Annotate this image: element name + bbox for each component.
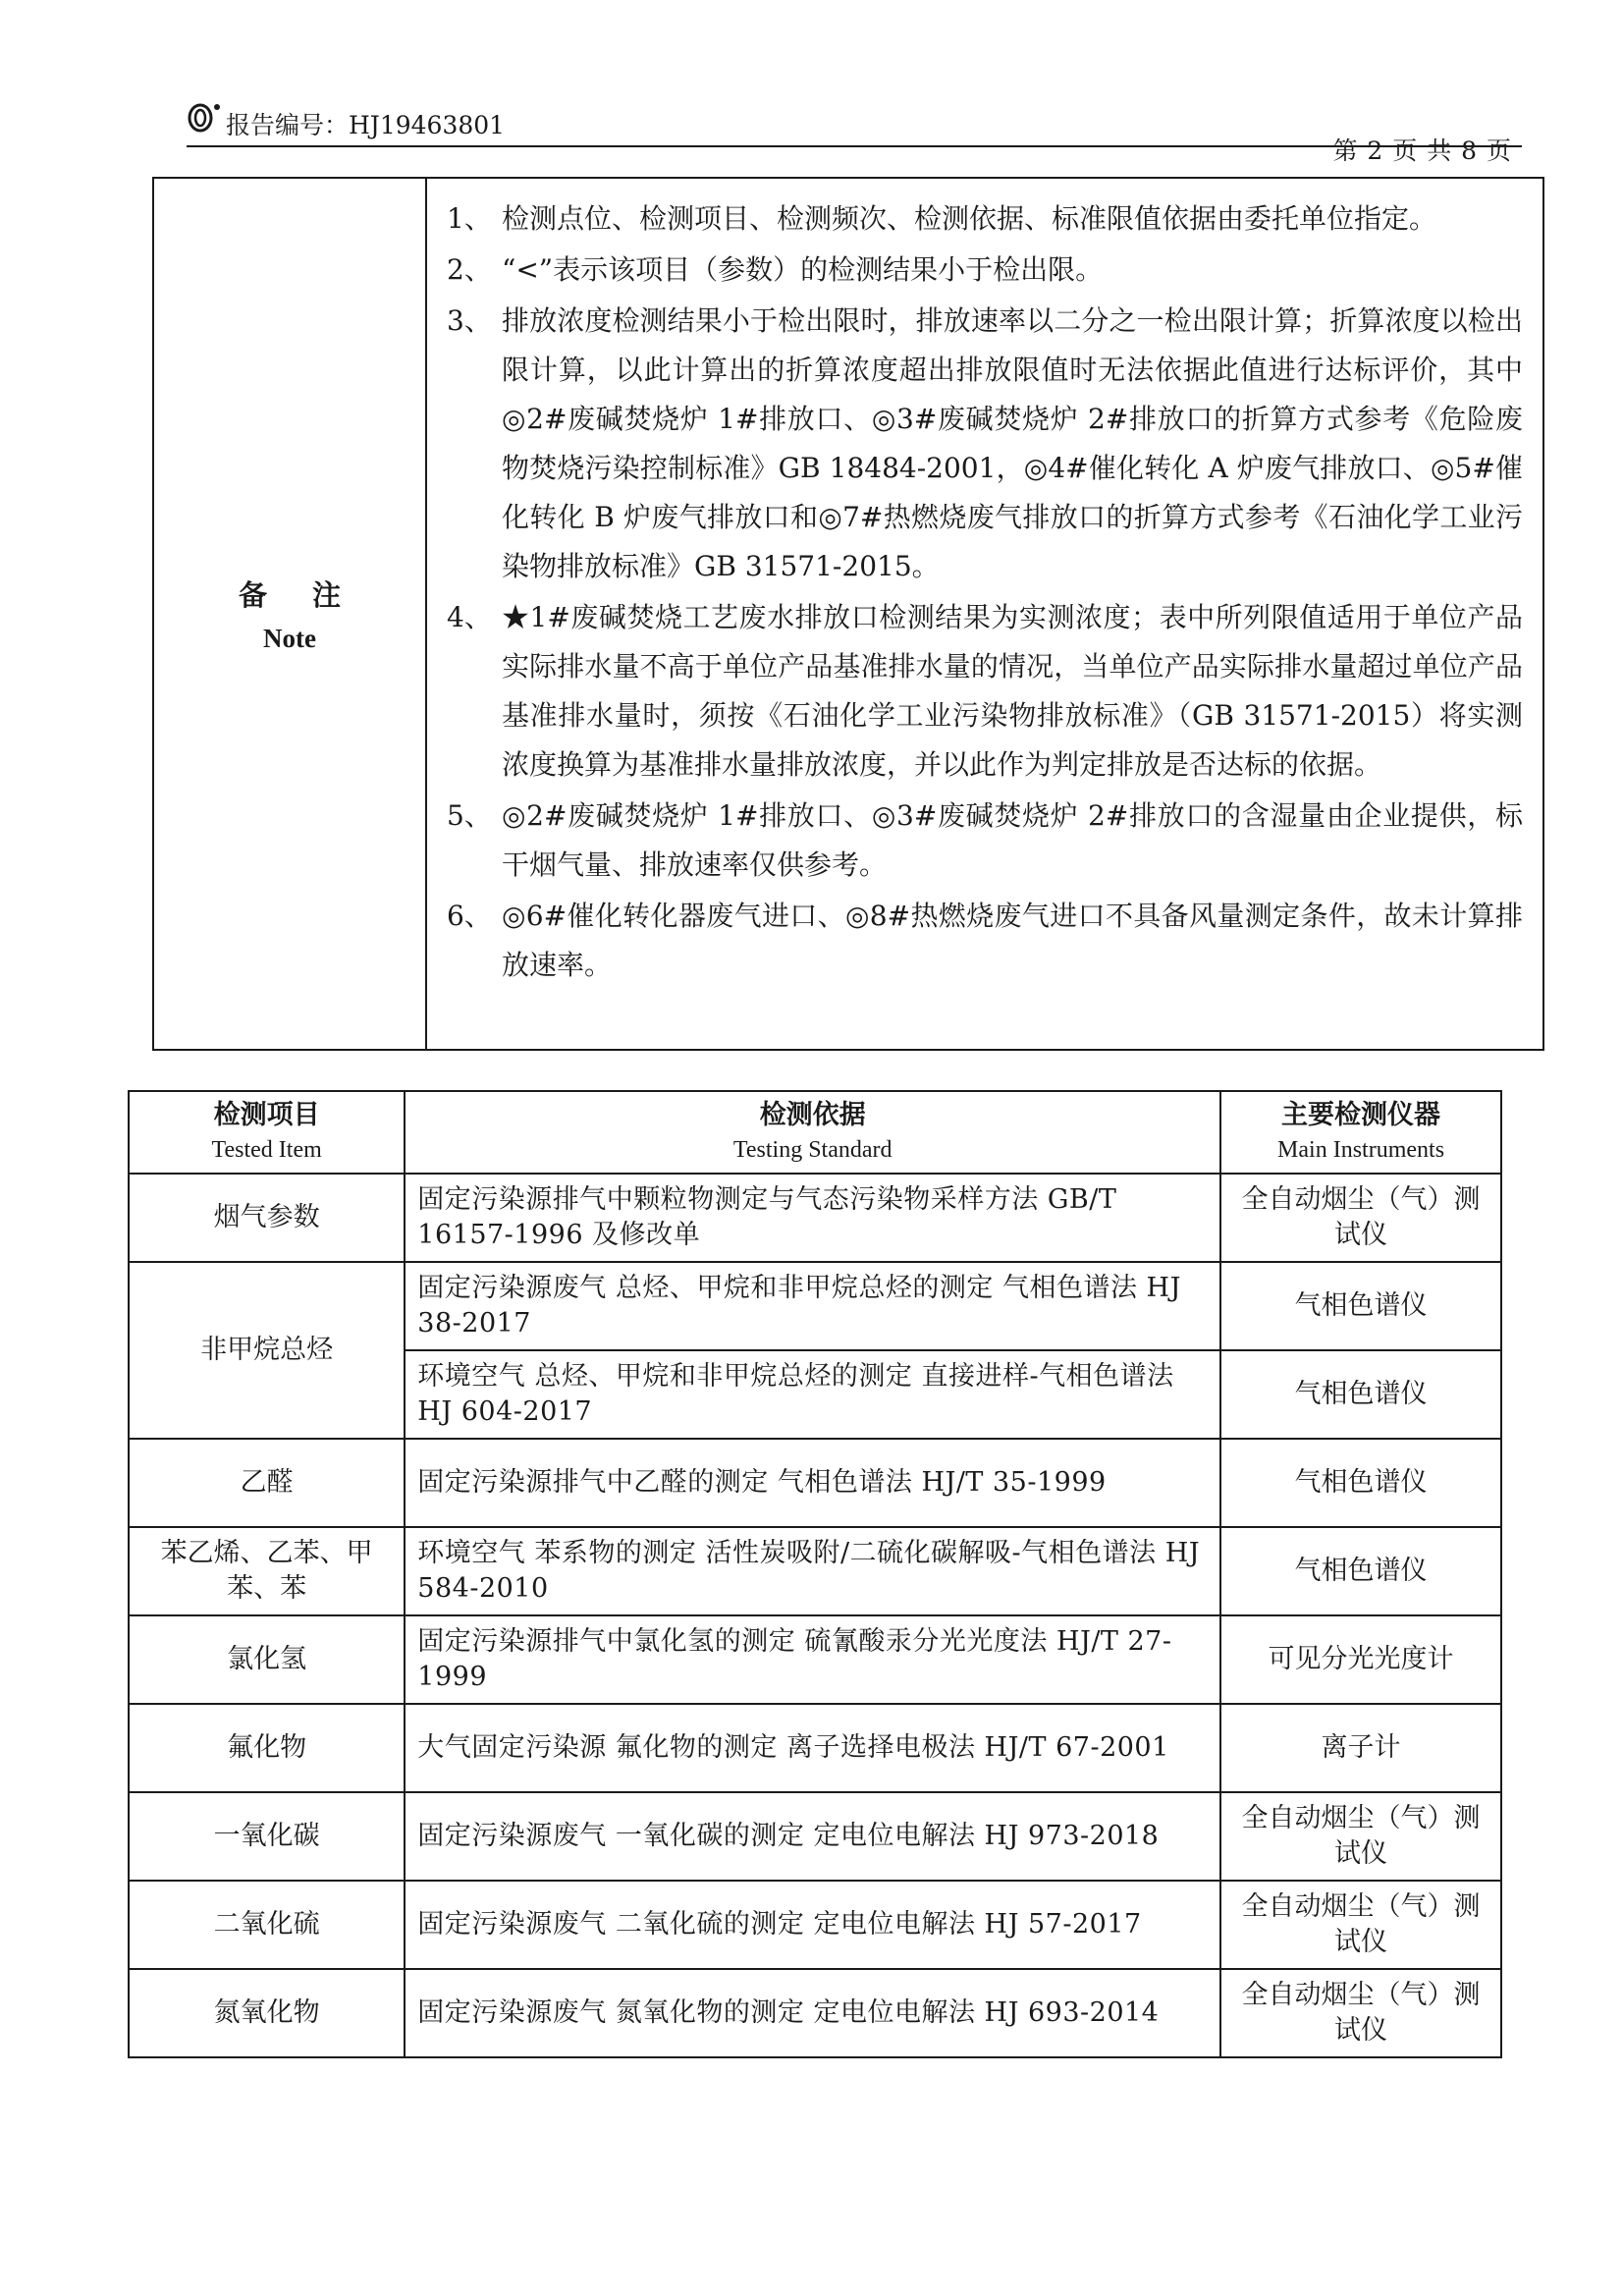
main-instrument: 气相色谱仪 xyxy=(1220,1439,1501,1527)
tested-item: 氮氧化物 xyxy=(129,1969,405,2057)
notes-label-en: Note xyxy=(263,624,316,653)
testing-standard: 固定污染源废气 一氧化碳的测定 定电位电解法 HJ 973-2018 xyxy=(405,1792,1220,1881)
note-item xyxy=(447,792,1523,890)
main-instrument: 离子计 xyxy=(1220,1704,1501,1792)
note-number: 4、 xyxy=(447,601,492,633)
header-rule xyxy=(187,145,1522,147)
main-instrument: 气相色谱仪 xyxy=(1220,1350,1501,1439)
header-main-instruments xyxy=(1220,1091,1501,1174)
testing-standard: 固定污染源废气 总烃、甲烷和非甲烷总烃的测定 气相色谱法 HJ 38-2017 xyxy=(405,1262,1220,1350)
table-row xyxy=(129,1704,1501,1792)
testing-standard: 固定污染源废气 氮氧化物的测定 定电位电解法 HJ 693-2014 xyxy=(405,1969,1220,2057)
tested-item: 苯乙烯、乙苯、甲苯、苯 xyxy=(129,1527,405,1615)
notes-content xyxy=(426,178,1543,1050)
main-instrument: 可见分光光度计 xyxy=(1220,1615,1501,1704)
testing-standard: 环境空气 总烃、甲烷和非甲烷总烃的测定 直接进样-气相色谱法 HJ 604-2017 xyxy=(405,1350,1220,1439)
header-inst-cn: 主要检测仪器 xyxy=(1281,1100,1441,1130)
tested-item: 一氧化碳 xyxy=(129,1792,405,1881)
table-row xyxy=(129,1792,1501,1881)
main-instrument: 全自动烟尘（气）测试仪 xyxy=(1220,1969,1501,2057)
header-std-cn: 检测依据 xyxy=(759,1100,866,1130)
tested-item: 氯化氢 xyxy=(129,1615,405,1704)
testing-standard: 环境空气 苯系物的测定 活性炭吸附/二硫化碳解吸-气相色谱法 HJ 584-2010 xyxy=(405,1527,1220,1615)
notes-table xyxy=(152,177,1544,1051)
note-item xyxy=(447,246,1523,295)
tested-item: 氟化物 xyxy=(129,1704,405,1792)
note-number: 3、 xyxy=(447,304,492,337)
notes-label-cn: 备 注 xyxy=(238,578,359,612)
methods-table xyxy=(128,1090,1502,2058)
table-row xyxy=(129,1527,1501,1615)
note-text: 排放浓度检测结果小于检出限时，排放速率以二分之一检出限计算；折算浓度以检出限计算，以此计算出的折算浓度超出排放限值时无法依据此值进行达标评价，其中◎2#废碱焚烧炉 1#排放口、◎3#废碱焚烧炉 2#排放口的折算方式参考《危险废物焚烧污染控制标准》GB 18484-2001，◎4#催化转化 A 炉废气排放口、◎5#催化转化 B 炉废气排放口和◎7#热燃烧废气排放口的折算方式参考《石油化学工业污染物排放标准》GB 31571-2015。 xyxy=(502,304,1523,582)
note-item xyxy=(447,892,1523,990)
company-logo-icon xyxy=(187,100,226,134)
note-text: “<”表示该项目（参数）的检测结果小于检出限。 xyxy=(502,253,1104,286)
tested-item: 二氧化硫 xyxy=(129,1881,405,1969)
note-text: ◎6#催化转化器废气进口、◎8#热燃烧废气进口不具备风量测定条件，故未计算排放速率。 xyxy=(502,900,1523,981)
note-number: 1、 xyxy=(447,202,492,235)
note-item xyxy=(447,297,1523,591)
note-number: 2、 xyxy=(447,253,492,286)
note-text: ★1#废碱焚烧工艺废水排放口检测结果为实测浓度；表中所列限值适用于单位产品实际排水量不高于单位产品基准排水量的情况，当单位产品实际排水量超过单位产品基准排水量时，须按《石油化学工业污染物排放标准》（GB 31571-2015）将实测浓度换算为基准排水量排放浓度，并以此作为判定排放是否达标的依据。 xyxy=(502,601,1523,781)
table-row xyxy=(129,1439,1501,1527)
note-item xyxy=(447,593,1523,790)
header-item-en: Tested Item xyxy=(211,1137,322,1163)
tested-item: 烟气参数 xyxy=(129,1174,405,1262)
table-row xyxy=(129,1615,1501,1704)
main-instrument: 气相色谱仪 xyxy=(1220,1527,1501,1615)
note-text: ◎2#废碱焚烧炉 1#排放口、◎3#废碱焚烧炉 2#排放口的含湿量由企业提供，标干烟气量、排放速率仅供参考。 xyxy=(502,799,1523,881)
tested-item: 乙醛 xyxy=(129,1439,405,1527)
page-number: 第 2 页 共 8 页 xyxy=(1332,137,1512,165)
testing-standard: 固定污染源排气中乙醛的测定 气相色谱法 HJ/T 35-1999 xyxy=(405,1439,1220,1527)
header-inst-en: Main Instruments xyxy=(1277,1137,1445,1163)
tested-item: 非甲烷总烃 xyxy=(129,1262,405,1439)
header-tested-item xyxy=(129,1091,405,1174)
testing-standard: 大气固定污染源 氟化物的测定 离子选择电极法 HJ/T 67-2001 xyxy=(405,1704,1220,1792)
main-instrument: 全自动烟尘（气）测试仪 xyxy=(1220,1881,1501,1969)
header-testing-standard xyxy=(405,1091,1220,1174)
note-number: 5、 xyxy=(447,799,492,832)
note-number: 6、 xyxy=(447,900,492,932)
header-item-cn: 检测项目 xyxy=(213,1100,320,1130)
note-text: 检测点位、检测项目、检测频次、检测依据、标准限值依据由委托单位指定。 xyxy=(502,202,1437,235)
page-header xyxy=(187,98,1522,165)
table-row xyxy=(129,1262,1501,1350)
header-std-en: Testing Standard xyxy=(732,1137,893,1163)
table-row xyxy=(129,1969,1501,2057)
main-instrument: 全自动烟尘（气）测试仪 xyxy=(1220,1792,1501,1881)
testing-standard: 固定污染源排气中颗粒物测定与气态污染物采样方法 GB/T 16157-1996 及修改单 xyxy=(405,1174,1220,1262)
methods-header-row xyxy=(129,1091,1501,1174)
main-instrument: 气相色谱仪 xyxy=(1220,1262,1501,1350)
notes-label-cell xyxy=(153,178,426,1050)
table-row xyxy=(129,1881,1501,1969)
main-instrument: 全自动烟尘（气）测试仪 xyxy=(1220,1174,1501,1262)
testing-standard: 固定污染源排气中氯化氢的测定 硫氰酸汞分光光度法 HJ/T 27-1999 xyxy=(405,1615,1220,1704)
report-number: 报告编号：HJ19463801 xyxy=(226,111,506,139)
note-item xyxy=(447,194,1523,244)
testing-standard: 固定污染源废气 二氧化硫的测定 定电位电解法 HJ 57-2017 xyxy=(405,1881,1220,1969)
table-row xyxy=(129,1174,1501,1262)
